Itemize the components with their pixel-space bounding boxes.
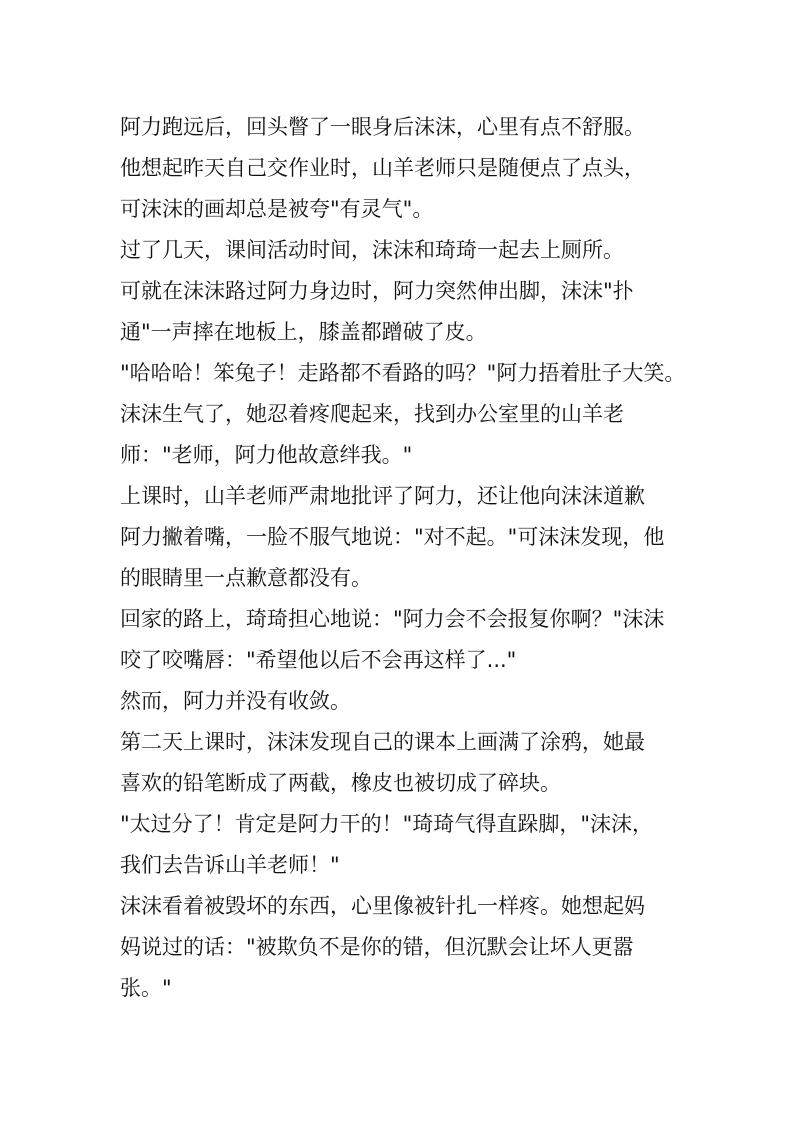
text-line: 可就在沫沫路过阿力身边时，阿力突然伸出脚，沫沫"扑 xyxy=(120,279,634,303)
text-line: 阿力撇着嘴，一脸不服气地说："对不起。"可沫沫发现，他 xyxy=(120,525,665,549)
text-line: 过了几天，课间活动时间，沫沫和琦琦一起去上厕所。 xyxy=(120,238,624,262)
text-line: 阿力跑远后，回头瞥了一眼身后沫沫，心里有点不舒服。 xyxy=(120,115,645,139)
story-text xyxy=(120,107,686,1009)
text-line: 沫沫生气了，她忍着疼爬起来，找到办公室里的山羊老 xyxy=(120,402,624,426)
text-line: 他想起昨天自己交作业时，山羊老师只是随便点了点头， xyxy=(120,156,645,180)
text-line: 沫沫看着被毁坏的东西，心里像被针扎一样疼。她想起妈 xyxy=(120,894,645,918)
text-line: 妈说过的话："被欺负不是你的错，但沉默会让坏人更嚣 xyxy=(120,935,634,959)
text-line: 然而，阿力并没有收敛。 xyxy=(120,689,351,713)
text-line: 张。" xyxy=(120,976,172,1000)
text-line: 第二天上课时，沫沫发现自己的课本上画满了涂鸦，她最 xyxy=(120,730,645,754)
text-line: 我们去告诉山羊老师！" xyxy=(120,853,340,877)
text-line: "太过分了！肯定是阿力干的！"琦琦气得直跺脚，"沫沫， xyxy=(120,812,653,836)
text-line: 的眼睛里一点歉意都没有。 xyxy=(120,566,372,590)
text-line: 可沫沫的画却总是被夸"有灵气"。 xyxy=(120,197,434,221)
text-line: 师："老师，阿力他故意绊我。" xyxy=(120,443,413,467)
text-line: 喜欢的铅笔断成了两截，橡皮也被切成了碎块。 xyxy=(120,771,561,795)
text-line: 上课时，山羊老师严肃地批评了阿力，还让他向沫沫道歉 xyxy=(120,484,645,508)
text-line: 回家的路上，琦琦担心地说："阿力会不会报复你啊？"沫沫 xyxy=(120,607,665,631)
text-line: 咬了咬嘴唇："希望他以后不会再这样了..." xyxy=(120,648,517,672)
text-line: 通"一声摔在地板上，膝盖都蹭破了皮。 xyxy=(120,320,487,344)
text-line: "哈哈哈！笨兔子！走路都不看路的吗？"阿力捂着肚子大笑。 xyxy=(120,361,686,385)
